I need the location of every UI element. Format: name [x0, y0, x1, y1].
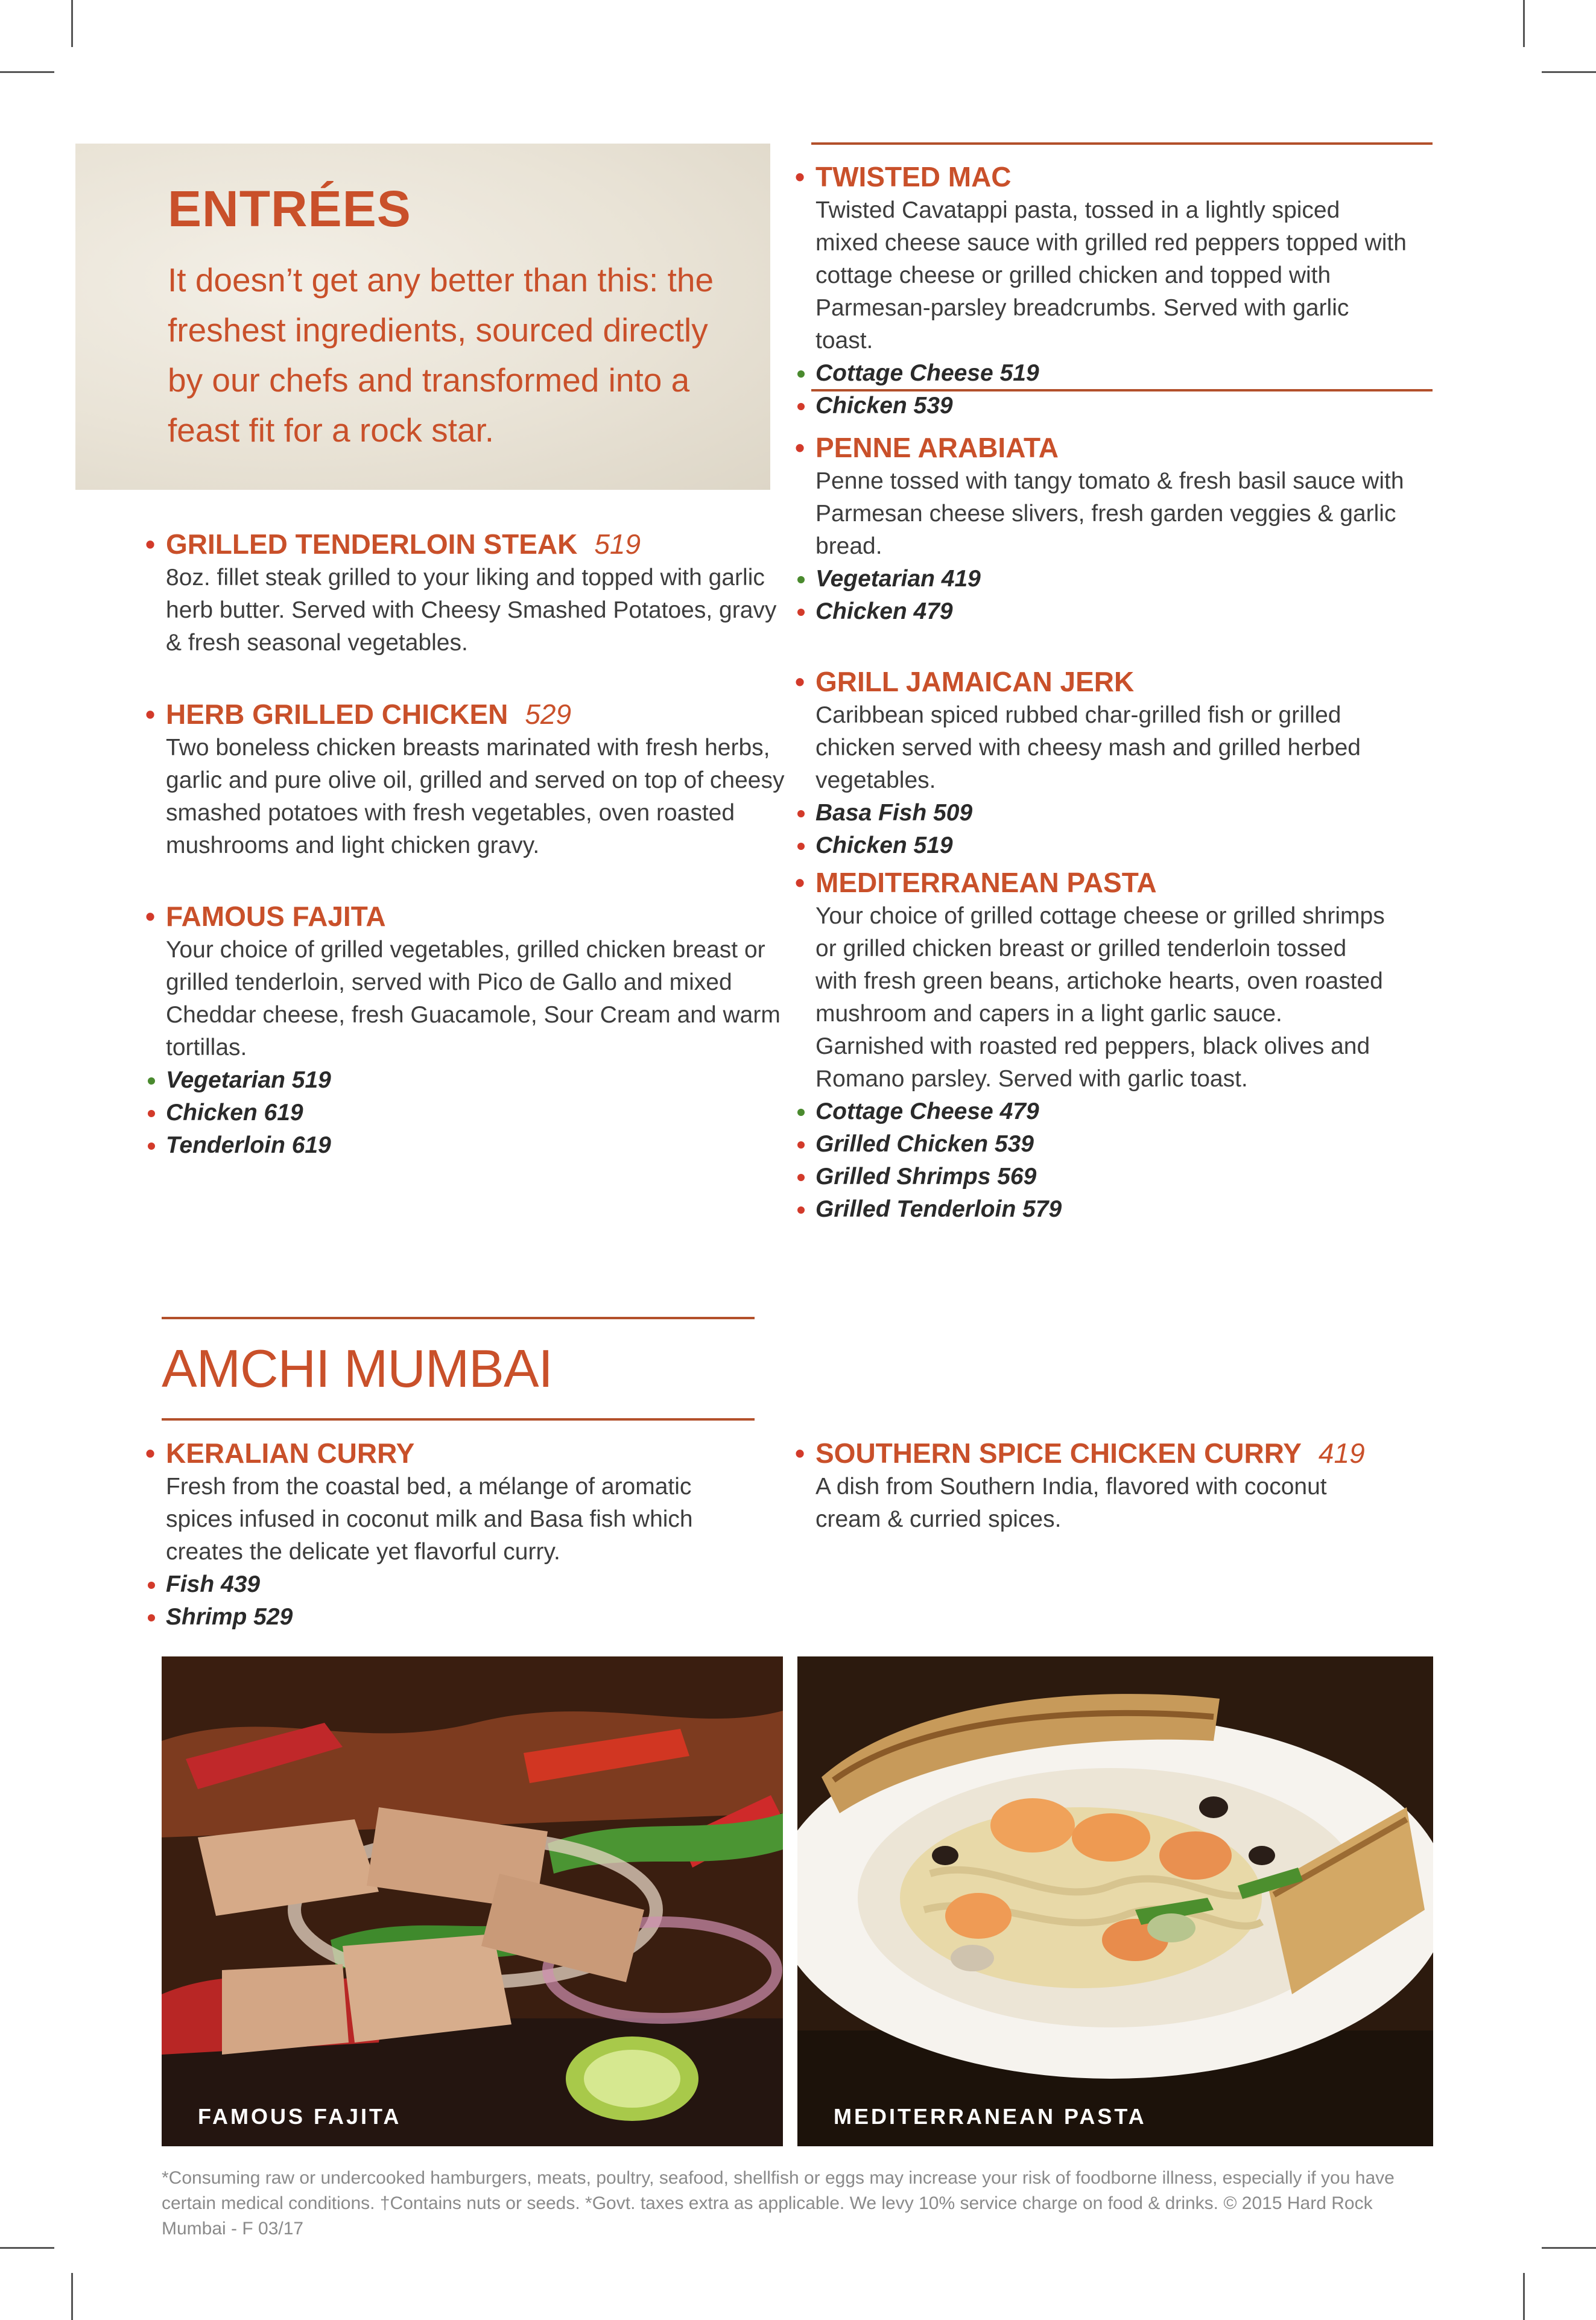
- photo-caption: FAMOUS FAJITA: [198, 2104, 402, 2129]
- item-name: HERB GRILLED CHICKEN: [166, 699, 508, 730]
- divider: [811, 389, 1433, 391]
- option-cottage-cheese: Cottage Cheese 479: [815, 1095, 1437, 1128]
- bullet-icon: •: [145, 1437, 156, 1469]
- photo-mediterranean-pasta: [797, 1656, 1433, 2146]
- item-title: [795, 1436, 1437, 1471]
- item-description: Twisted Cavatappi pasta, tossed in a lightly spiced mixed cheese sauce with grilled red peppers topped with cottage cheese or grilled chicken and topped with Parmesan-parsley breadcrumbs. Served with garlic toast.: [815, 197, 1407, 353]
- nonveg-dot-icon: [148, 1614, 155, 1621]
- item-title: [145, 527, 787, 562]
- menu-item-herb-chicken: [145, 697, 787, 862]
- option-vegetarian: Vegetarian 419: [815, 563, 1437, 595]
- nonveg-dot-icon: [797, 843, 805, 850]
- item-title: [145, 899, 787, 934]
- item-title: [145, 697, 787, 732]
- photo-famous-fajita: [162, 1656, 783, 2146]
- item-title: [795, 430, 1437, 465]
- divider: [811, 142, 1433, 145]
- crop-mark: [71, 0, 73, 47]
- item-description: A dish from Southern India, flavored with coconut cream & curried spices.: [815, 1474, 1327, 1532]
- veg-dot-icon: [797, 576, 805, 583]
- option-grilled-tenderloin: Grilled Tenderloin 579: [815, 1193, 1437, 1226]
- option-chicken: Chicken 539: [815, 390, 1437, 422]
- entrees-tagline: It doesn’t get any better than this: the freshest ingredients, sourced directly by our chefs and transformed into a feast fit for a rock star.: [168, 261, 714, 449]
- nonveg-dot-icon: [797, 1206, 805, 1214]
- option-shrimp: Shrimp 529: [166, 1601, 709, 1634]
- nonveg-dot-icon: [148, 1110, 155, 1117]
- option-basa-fish: Basa Fish 509: [815, 797, 1437, 829]
- item-description: 8oz. fillet steak grilled to your liking and topped with garlic herb butter. Served with Cheesy Smashed Potatoes, gravy & fresh seasonal vegetables.: [166, 565, 777, 656]
- item-description: Caribbean spiced rubbed char-grilled fish or grilled chicken served with cheesy mash and grilled herbed vegetables.: [815, 702, 1361, 793]
- item-name: TWISTED MAC: [815, 161, 1012, 192]
- option-list: [166, 1064, 787, 1162]
- option-cottage-cheese: Cottage Cheese 519: [815, 357, 1437, 390]
- menu-item-mediterranean-pasta: [795, 865, 1437, 1226]
- option-fish: Fish 439: [166, 1568, 709, 1601]
- nonveg-dot-icon: [797, 1141, 805, 1149]
- photo-caption: MEDITERRANEAN PASTA: [834, 2104, 1147, 2129]
- option-tenderloin: Tenderloin 619: [166, 1129, 787, 1162]
- option-list: [815, 797, 1437, 862]
- footer-disclaimer: *Consuming raw or undercooked hamburgers, meats, poultry, seafood, shellfish or eggs may increase your risk of foodborne illness, especially if you have certain medical conditions. †Contains nuts or seeds. *Govt. taxes extra as applicable. We levy 10% service charge on food & drinks. © 2015 Hard Rock Mumbai - F 03/17: [162, 2168, 1395, 2239]
- option-chicken: Chicken 619: [166, 1097, 787, 1129]
- option-list: [815, 1095, 1437, 1226]
- menu-item-jamaican-jerk: [795, 664, 1437, 862]
- nonveg-dot-icon: [797, 403, 805, 410]
- item-title: [145, 1436, 709, 1471]
- option-vegetarian: Vegetarian 519: [166, 1064, 787, 1097]
- option-grilled-shrimps: Grilled Shrimps 569: [815, 1161, 1437, 1193]
- entrees-heading: ENTRÉES: [168, 180, 411, 237]
- item-price: 519: [594, 528, 641, 560]
- bullet-icon: •: [145, 901, 156, 932]
- pasta-illustration: [797, 1656, 1433, 2146]
- option-grilled-chicken: Grilled Chicken 539: [815, 1128, 1437, 1161]
- crop-mark: [1523, 0, 1525, 47]
- bullet-icon: •: [145, 528, 156, 560]
- item-description: Penne tossed with tangy tomato & fresh basil sauce with Parmesan cheese slivers, fresh garden veggies & garlic bread.: [815, 468, 1404, 559]
- bullet-icon: •: [145, 699, 156, 730]
- item-name: SOUTHERN SPICE CHICKEN CURRY: [815, 1437, 1302, 1469]
- item-price: 529: [525, 699, 572, 730]
- item-description: Your choice of grilled cottage cheese or grilled shrimps or grilled chicken breast or grilled tenderloin tossed with fresh green beans, artichoke hearts, oven roasted mushroom and capers in a light garlic sauce. Garnished with roasted red peppers, black olives and Romano parsley. Served with garlic toast.: [815, 903, 1385, 1092]
- menu-item-penne: [795, 430, 1437, 628]
- bullet-icon: •: [795, 1437, 805, 1469]
- item-description: Fresh from the coastal bed, a mélange of aromatic spices infused in coconut milk and Basa fish which creates the delicate yet flavorful curry.: [166, 1474, 693, 1565]
- bullet-icon: •: [795, 161, 805, 192]
- item-name: GRILLED TENDERLOIN STEAK: [166, 528, 578, 560]
- entrees-intro-panel: [75, 144, 770, 490]
- item-description: Your choice of grilled vegetables, grilled chicken breast or grilled tenderloin, served with Pico de Gallo and mixed Cheddar cheese, fresh Guacamole, Sour Cream and warm tortillas.: [166, 937, 781, 1060]
- option-list: [815, 563, 1437, 628]
- crop-mark: [0, 71, 54, 73]
- bullet-icon: •: [795, 432, 805, 463]
- veg-dot-icon: [797, 1109, 805, 1116]
- bullet-icon: •: [795, 666, 805, 697]
- item-title: [795, 865, 1437, 900]
- menu-item-twisted-mac: [795, 159, 1437, 422]
- crop-mark: [1542, 71, 1596, 73]
- item-name: KERALIAN CURRY: [166, 1437, 415, 1469]
- fajita-illustration: [162, 1656, 783, 2146]
- nonveg-dot-icon: [797, 810, 805, 817]
- veg-dot-icon: [148, 1077, 155, 1085]
- bullet-icon: •: [795, 867, 805, 898]
- amchi-mumbai-heading: AMCHI MUMBAI: [162, 1339, 553, 1398]
- nonveg-dot-icon: [148, 1582, 155, 1589]
- item-name: FAMOUS FAJITA: [166, 901, 386, 932]
- option-list: [166, 1568, 709, 1634]
- divider: [162, 1418, 755, 1421]
- crop-mark: [1523, 2273, 1525, 2320]
- item-name: PENNE ARABIATA: [815, 432, 1059, 463]
- item-description: Two boneless chicken breasts marinated with fresh herbs, garlic and pure olive oil, grilled and served on top of cheesy smashed potatoes with fresh vegetables, oven roasted mushrooms and light chicken gravy.: [166, 735, 785, 858]
- veg-dot-icon: [797, 370, 805, 378]
- item-title: [795, 159, 1437, 194]
- item-name: GRILL JAMAICAN JERK: [815, 666, 1135, 697]
- item-price: 419: [1318, 1437, 1365, 1469]
- menu-item-steak: [145, 527, 787, 659]
- nonveg-dot-icon: [797, 1174, 805, 1181]
- crop-mark: [0, 2247, 54, 2249]
- option-chicken: Chicken 479: [815, 595, 1437, 628]
- menu-item-fajita: [145, 899, 787, 1162]
- divider: [162, 1317, 755, 1319]
- nonveg-dot-icon: [148, 1143, 155, 1150]
- option-chicken: Chicken 519: [815, 829, 1437, 862]
- crop-mark: [71, 2273, 73, 2320]
- item-title: [795, 664, 1437, 699]
- menu-item-keralian-curry: [145, 1436, 709, 1634]
- menu-item-southern-spice-curry: [795, 1436, 1437, 1536]
- item-name: MEDITERRANEAN PASTA: [815, 867, 1157, 898]
- crop-mark: [1542, 2247, 1596, 2249]
- nonveg-dot-icon: [797, 609, 805, 616]
